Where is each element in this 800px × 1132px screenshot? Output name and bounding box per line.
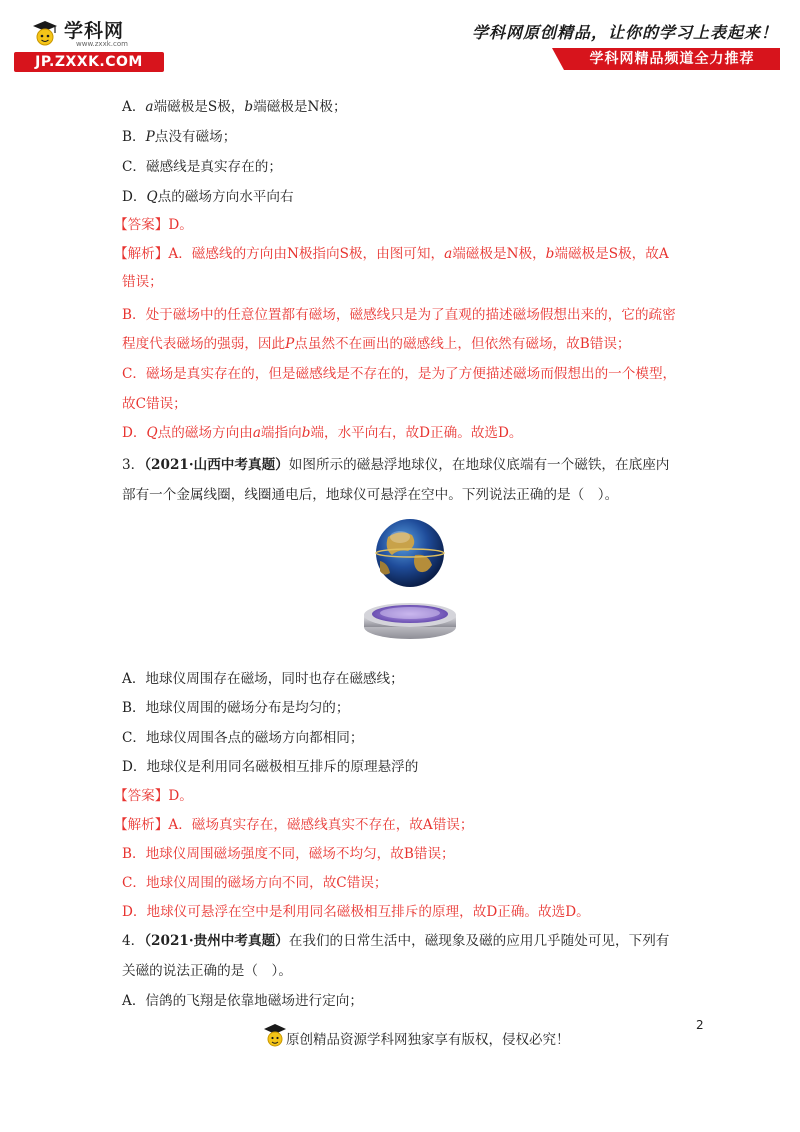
q2-option-b	[122, 127, 236, 147]
brand-name: 学科网	[64, 20, 125, 42]
q2-analysis-a-cont: 错误；	[122, 274, 163, 290]
q2-option-d	[122, 187, 294, 207]
option-letter: D．	[122, 189, 147, 205]
page-footer	[262, 1022, 592, 1052]
q4-stem-cont: 关磁的说法正确的是（ ）。	[122, 963, 292, 979]
analysis-text: 端磁极是N极，	[452, 246, 546, 262]
analysis-tag: 【解析】	[114, 817, 169, 833]
q3-stem-cont: 部有一个金属线圈，线圈通电后，地球仪可悬浮在空中。下列说法正确的是（ ）。	[122, 487, 619, 503]
symbol: P	[285, 336, 295, 352]
analysis-text: 端，水平向右，故D正确。故选D。	[310, 425, 523, 441]
header-banner: 学科网精品频道全力推荐	[564, 48, 780, 70]
symbol: b	[545, 246, 555, 262]
analysis-tag: 【解析】	[114, 246, 169, 262]
mascot-icon	[30, 18, 60, 48]
symbol: a	[145, 99, 154, 115]
symbol: Q	[146, 189, 158, 205]
brand-url: JP.ZXXK.COM	[14, 52, 164, 72]
q4-stem	[122, 931, 669, 951]
mascot-icon	[262, 1022, 288, 1050]
question-text: 在我们的日常生活中，磁现象及磁的应用几乎随处可见，下列有	[288, 933, 670, 949]
q3-option-d: D．地球仪是利用同名磁极相互排斥的原理悬浮的	[122, 759, 419, 775]
q2-analysis-d	[122, 423, 523, 443]
question-source: （2021·山西中考真题）	[144, 457, 289, 473]
q2-analysis-b-cont	[122, 334, 631, 354]
question-number: 4．	[122, 933, 145, 949]
option-text: 点的磁场方向水平向右	[157, 189, 294, 205]
copyright-notice: 原创精品资源学科网独家享有版权，侵权必究！	[286, 1032, 570, 1048]
q2-analysis-b: B．处于磁场中的任意位置都有磁场，磁感线只是为了直观的描述磁场假想出来的，它的疏密	[122, 307, 676, 323]
symbol: b	[244, 99, 254, 115]
option-text: 磁感线是真实存在的；	[146, 159, 282, 175]
header-slogan: 学科网原创精品，让你的学习上表起来！	[471, 23, 778, 42]
analysis-text: 程度代表磁场的强弱，因此	[122, 336, 286, 352]
question-source: （2021·贵州中考真题）	[144, 933, 289, 949]
option-letter: A．	[122, 99, 146, 115]
q2-option-a	[122, 97, 347, 117]
q4-option-a: A．信鸽的飞翔是依靠地磁场进行定向；	[122, 993, 363, 1009]
analysis-text: D．	[122, 425, 147, 441]
analysis-text: 端指向	[260, 425, 302, 441]
option-text: 端磁极是N极；	[253, 99, 347, 115]
option-text: 端磁极是S极，	[153, 99, 245, 115]
answer-value: D。	[168, 788, 193, 804]
page-number: 2	[696, 1018, 704, 1032]
q2-analysis-a	[114, 244, 669, 264]
symbol: a	[444, 246, 453, 262]
analysis-text: 端磁极是S极，故A	[554, 246, 669, 262]
q3-answer	[114, 786, 193, 806]
brand-small-url: www.zxxk.com	[76, 40, 128, 48]
page-header	[0, 0, 800, 80]
answer-tag: 【答案】	[114, 217, 169, 233]
site-logo[interactable]	[14, 14, 164, 74]
analysis-text: 点的磁场方向由	[157, 425, 253, 441]
option-letter: C．	[122, 159, 146, 175]
analysis-text: A．磁场真实存在，磁感线真实不存在，故A错误；	[168, 817, 474, 833]
q3-stem	[122, 455, 669, 475]
q3-analysis-b: B．地球仪周围磁场强度不同，磁场不均匀，故B错误；	[122, 846, 455, 862]
q2-answer	[114, 215, 193, 235]
question-text: 如图所示的磁悬浮地球仪，在地球仪底端有一个磁铁，在底座内	[288, 457, 670, 473]
question-number: 3．	[122, 457, 145, 473]
logo-top	[14, 14, 164, 50]
answer-tag: 【答案】	[114, 788, 169, 804]
analysis-text: A．磁感线的方向由N极指向S极，由图可知，	[168, 246, 445, 262]
maglev-globe-image	[360, 515, 460, 643]
q2-analysis-c-cont: 故C错误；	[122, 396, 187, 412]
q3-option-c: C．地球仪周围各点的磁场方向都相同；	[122, 730, 364, 746]
q3-analysis-a	[114, 815, 473, 835]
symbol: a	[252, 425, 261, 441]
symbol: Q	[146, 425, 158, 441]
q2-analysis-c: C．磁场是真实存在的，但是磁感线是不存在的，是为了方便描述磁场而假想出的一个模型，	[122, 366, 677, 382]
analysis-text: 点虽然不在画出的磁感线上，但依然有磁场，故B错误；	[294, 336, 631, 352]
symbol: b	[301, 425, 311, 441]
q2-option-c	[122, 157, 282, 177]
q3-analysis-d: D．地球仪可悬浮在空中是利用同名磁极相互排斥的原理，故D正确。故选D。	[122, 904, 590, 920]
option-letter: B．	[122, 129, 146, 145]
answer-value: D。	[168, 217, 193, 233]
q3-option-b: B．地球仪周围的磁场分布是均匀的；	[122, 700, 350, 716]
q3-option-a: A．地球仪周围存在磁场，同时也存在磁感线；	[122, 671, 404, 687]
q3-analysis-c: C．地球仪周围的磁场方向不同，故C错误；	[122, 875, 388, 891]
option-text: 点没有磁场；	[154, 129, 237, 145]
symbol: P	[145, 129, 155, 145]
